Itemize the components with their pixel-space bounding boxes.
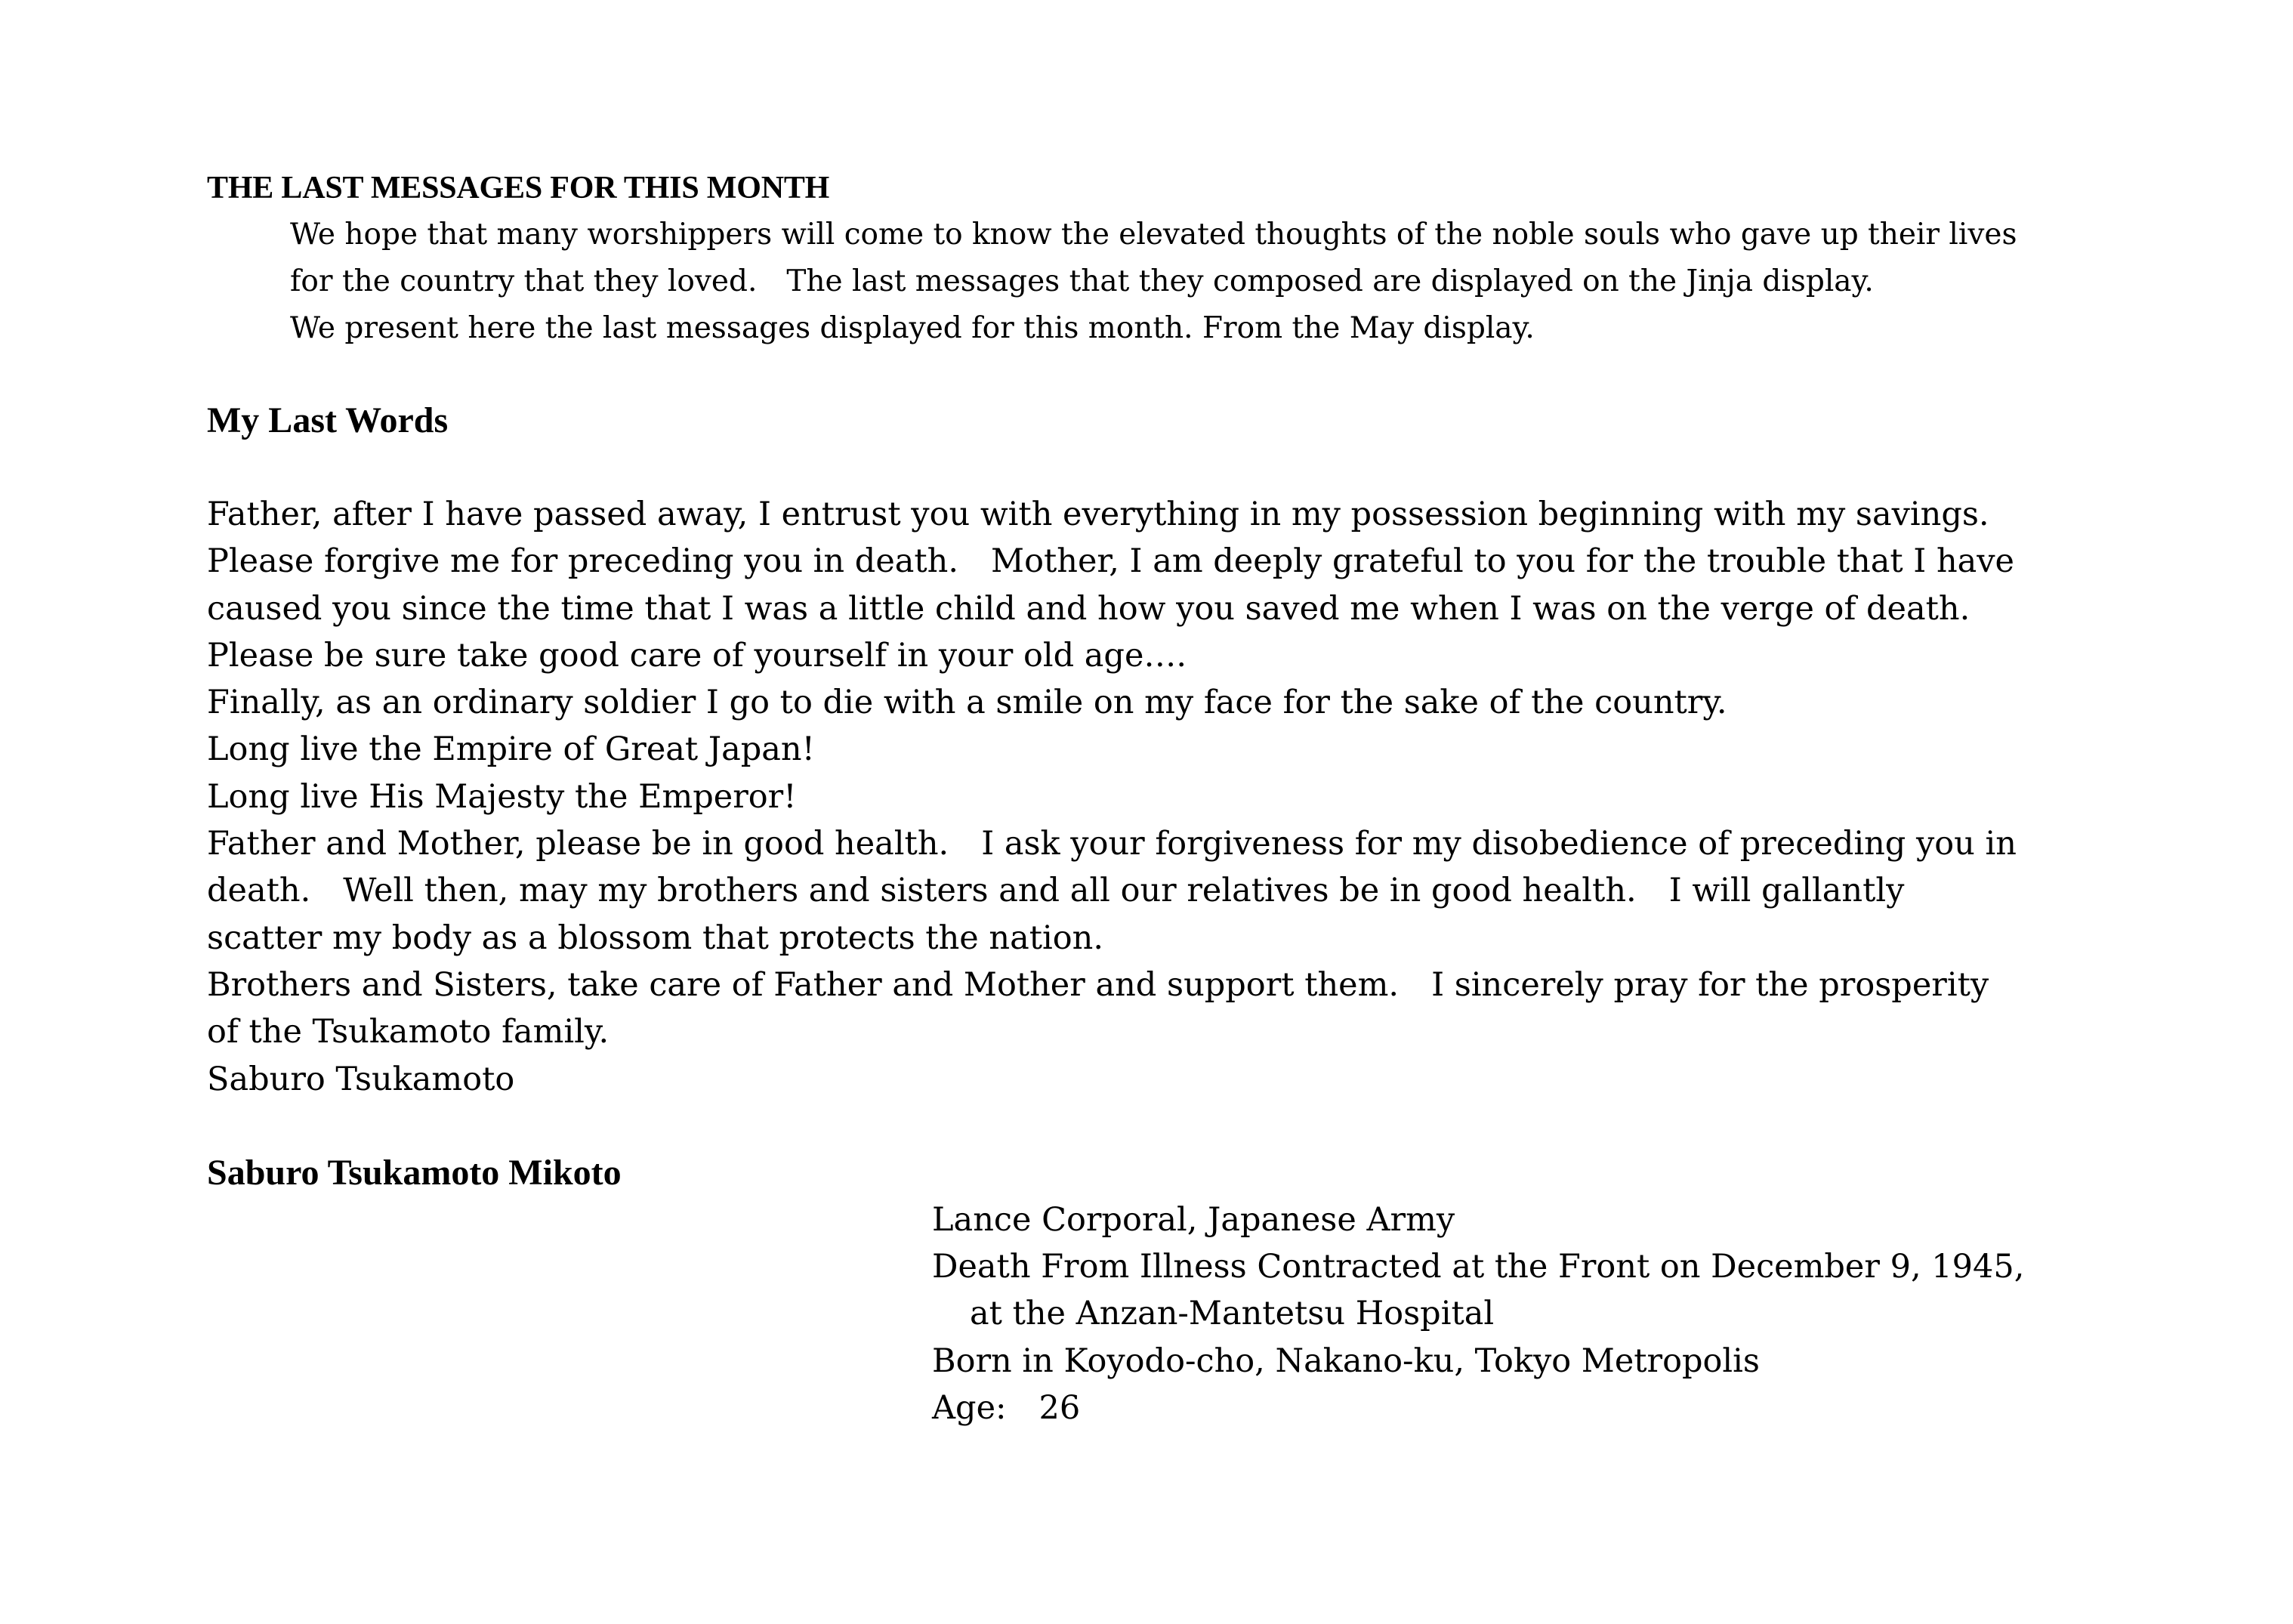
letter-line: scatter my body as a blossom that protects the nation.	[207, 919, 1104, 957]
intro-line: for the country that they loved. The last messages that they composed are displayed on the Jinja display.	[290, 264, 1874, 298]
letter-line: caused you since the time that I was a little child and how you saved me when I was on the verge of death.	[207, 589, 1970, 628]
letter-line: Please forgive me for preceding you in death. Mother, I am deeply grateful to you for the trouble that I have	[207, 542, 2015, 581]
profile-details	[932, 1196, 2110, 1431]
letter-line: Brothers and Sisters, take care of Father and Mother and support them. I sincerely pray for the prosperity	[207, 965, 1989, 1004]
intro-paragraph	[290, 211, 2284, 352]
letter-body	[207, 491, 2110, 1103]
letter-line: of the Tsukamoto family.	[207, 1013, 610, 1051]
intro-line: We present here the last messages displayed for this month. From the May display.	[290, 311, 1535, 345]
intro-line: We hope that many worshippers will come to know the elevated thoughts of the noble souls who gave up their lives	[290, 218, 2017, 252]
profile-name: Saburo Tsukamoto Mikoto	[207, 1152, 622, 1193]
profile-age: Age: 26	[932, 1389, 1081, 1428]
profile-rank: Lance Corporal, Japanese Army	[932, 1200, 1455, 1239]
section-heading: THE LAST MESSAGES FOR THIS MONTH	[207, 171, 830, 205]
document-content	[207, 165, 2110, 1431]
letter-line: death. Well then, may my brothers and sisters and all our relatives be in good health. I will gallantly	[207, 872, 1905, 910]
letter-line: Father, after I have passed away, I entrust you with everything in my possession beginning with my savings.	[207, 496, 1989, 533]
letter-line: Long live the Empire of Great Japan!	[207, 730, 815, 769]
letter-line: Finally, as an ordinary soldier I go to die with a smile on my face for the sake of the country.	[207, 684, 1727, 722]
letter-signature: Saburo Tsukamoto	[207, 1060, 515, 1098]
letter-title: My Last Words	[207, 400, 449, 440]
letter-line: Long live His Majesty the Emperor!	[207, 777, 797, 816]
profile-birthplace: Born in Koyodo-cho, Nakano-ku, Tokyo Metropolis	[932, 1341, 1760, 1380]
letter-line: Father and Mother, please be in good health. I ask your forgiveness for my disobedience of preceding you in	[207, 825, 2017, 863]
profile-place: at the Anzan-Mantetsu Hospital	[970, 1295, 1495, 1333]
letter-line: Please be sure take good care of yourself in your old age….	[207, 636, 1187, 675]
profile-death: Death From Illness Contracted at the Front on December 9, 1945,	[932, 1248, 2025, 1286]
